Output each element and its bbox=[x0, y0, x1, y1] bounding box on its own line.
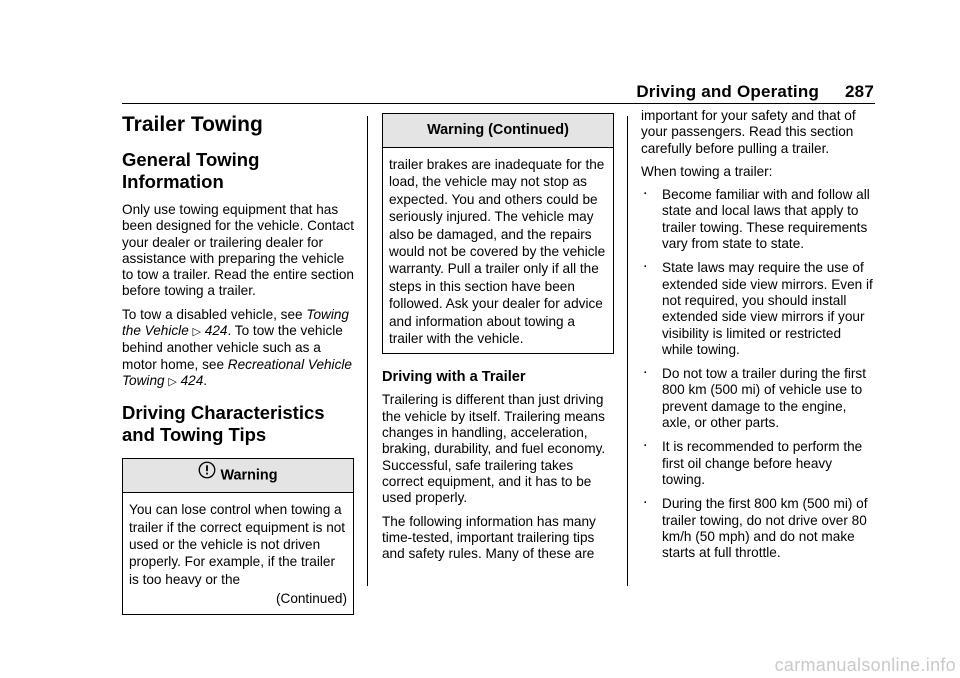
warning-title: Warning bbox=[220, 467, 278, 484]
column-divider-1 bbox=[367, 116, 368, 586]
page-number: 287 bbox=[845, 82, 874, 101]
watermark: carmanualsonline.info bbox=[774, 655, 956, 675]
disabled-vehicle-paragraph: To tow a disabled vehicle, see Towing the Vehicle ▷ 424. To tow the vehicle behind another vehicle such as a motor home, see Recreational Vehicle Towing ▷ 424. bbox=[122, 306, 352, 388]
towing-tips-list bbox=[641, 187, 873, 561]
warning-continued-box bbox=[382, 113, 614, 354]
recreational-towing-link[interactable]: Recreational Vehicle Towing bbox=[122, 356, 352, 388]
general-towing-heading: General Towing Information bbox=[122, 149, 260, 192]
driving-trailer-paragraph-2: The following information has many time-tested, important trailering tips and safety rules. Many of these are bbox=[382, 513, 596, 562]
list-item: . State laws may require the use of extended side view mirrors. Even if not required, you should install extended side view mirrors if your visibility is limited or restricted while towing. bbox=[641, 260, 873, 358]
column-1 bbox=[122, 108, 354, 629]
safety-paragraph: important for your safety and that of your passengers. Read this section carefully before pulling a trailer. bbox=[641, 108, 856, 156]
list-item: . During the first 800 km (500 mi) of trailer towing, do not drive over 80 km/h (50 mph) and do not make starts at full throttle. bbox=[641, 496, 873, 561]
driving-with-trailer-heading: Driving with a Trailer bbox=[382, 369, 526, 386]
column-3 bbox=[641, 108, 873, 569]
warning-box bbox=[122, 458, 354, 614]
list-item: . Do not tow a trailer during the first 800 km (500 mi) of vehicle use to prevent damage to the engine, axle, or other parts. bbox=[641, 366, 873, 431]
page-ref-icon: ▷ bbox=[168, 375, 177, 388]
warning-icon bbox=[198, 459, 216, 492]
header-rule bbox=[122, 103, 875, 104]
list-item: . It is recommended to perform the first oil change before heavy towing. bbox=[641, 439, 873, 488]
continued-label: (Continued) bbox=[275, 591, 347, 607]
column-2 bbox=[382, 108, 614, 569]
warning-text: You can lose control when towing a trailer if the correct equipment is not used or the vehicle is not driven properly. For example, if the trailer is too heavy or the bbox=[129, 502, 346, 587]
warning-continued-header: Warning (Continued) bbox=[383, 114, 613, 148]
page-ref-424[interactable]: 424 bbox=[204, 323, 228, 339]
page-title: Trailer Towing bbox=[122, 113, 263, 136]
towing-intro: When towing a trailer: bbox=[641, 163, 773, 179]
page-ref-424[interactable]: 424 bbox=[180, 372, 204, 388]
driving-characteristics-heading: Driving Characteristics and Towing Tips bbox=[122, 402, 325, 446]
driving-trailer-paragraph-1: Trailering is different than just driving the vehicle by itself. Trailering means changes in handling, acceleration, braking, durability, and fuel economy. Successful, safe trailering takes correct equipment, and it has to be used properly. bbox=[382, 392, 606, 506]
section-title: Driving and Operating bbox=[636, 82, 820, 101]
page-header bbox=[0, 82, 874, 102]
general-towing-paragraph: Only use towing equipment that has been designed for the vehicle. Contact your dealer or trailering dealer for assistance with preparing the vehicle to tow a trailer. Read the entire section before towing a trailer. bbox=[122, 202, 355, 299]
page-ref-icon: ▷ bbox=[192, 326, 202, 339]
warning-header bbox=[123, 459, 353, 493]
list-item: . Become familiar with and follow all state and local laws that apply to trailer towing. These requirements vary from state to state. bbox=[641, 187, 873, 252]
warning-body bbox=[123, 493, 353, 613]
towing-the-vehicle-link[interactable]: Towing the Vehicle bbox=[122, 306, 349, 339]
warning-continued-text: trailer brakes are inadequate for the load, the vehicle may not stop as expected. You and others could be seriously injured. The vehicle may also be damaged, and the repairs would not be covered by the vehicle warranty. Pull a trailer only if all the steps in this section have been followed. Ask your dealer for advice and information about towing a trailer with the vehicle. bbox=[389, 157, 606, 347]
column-divider-2 bbox=[627, 116, 628, 586]
